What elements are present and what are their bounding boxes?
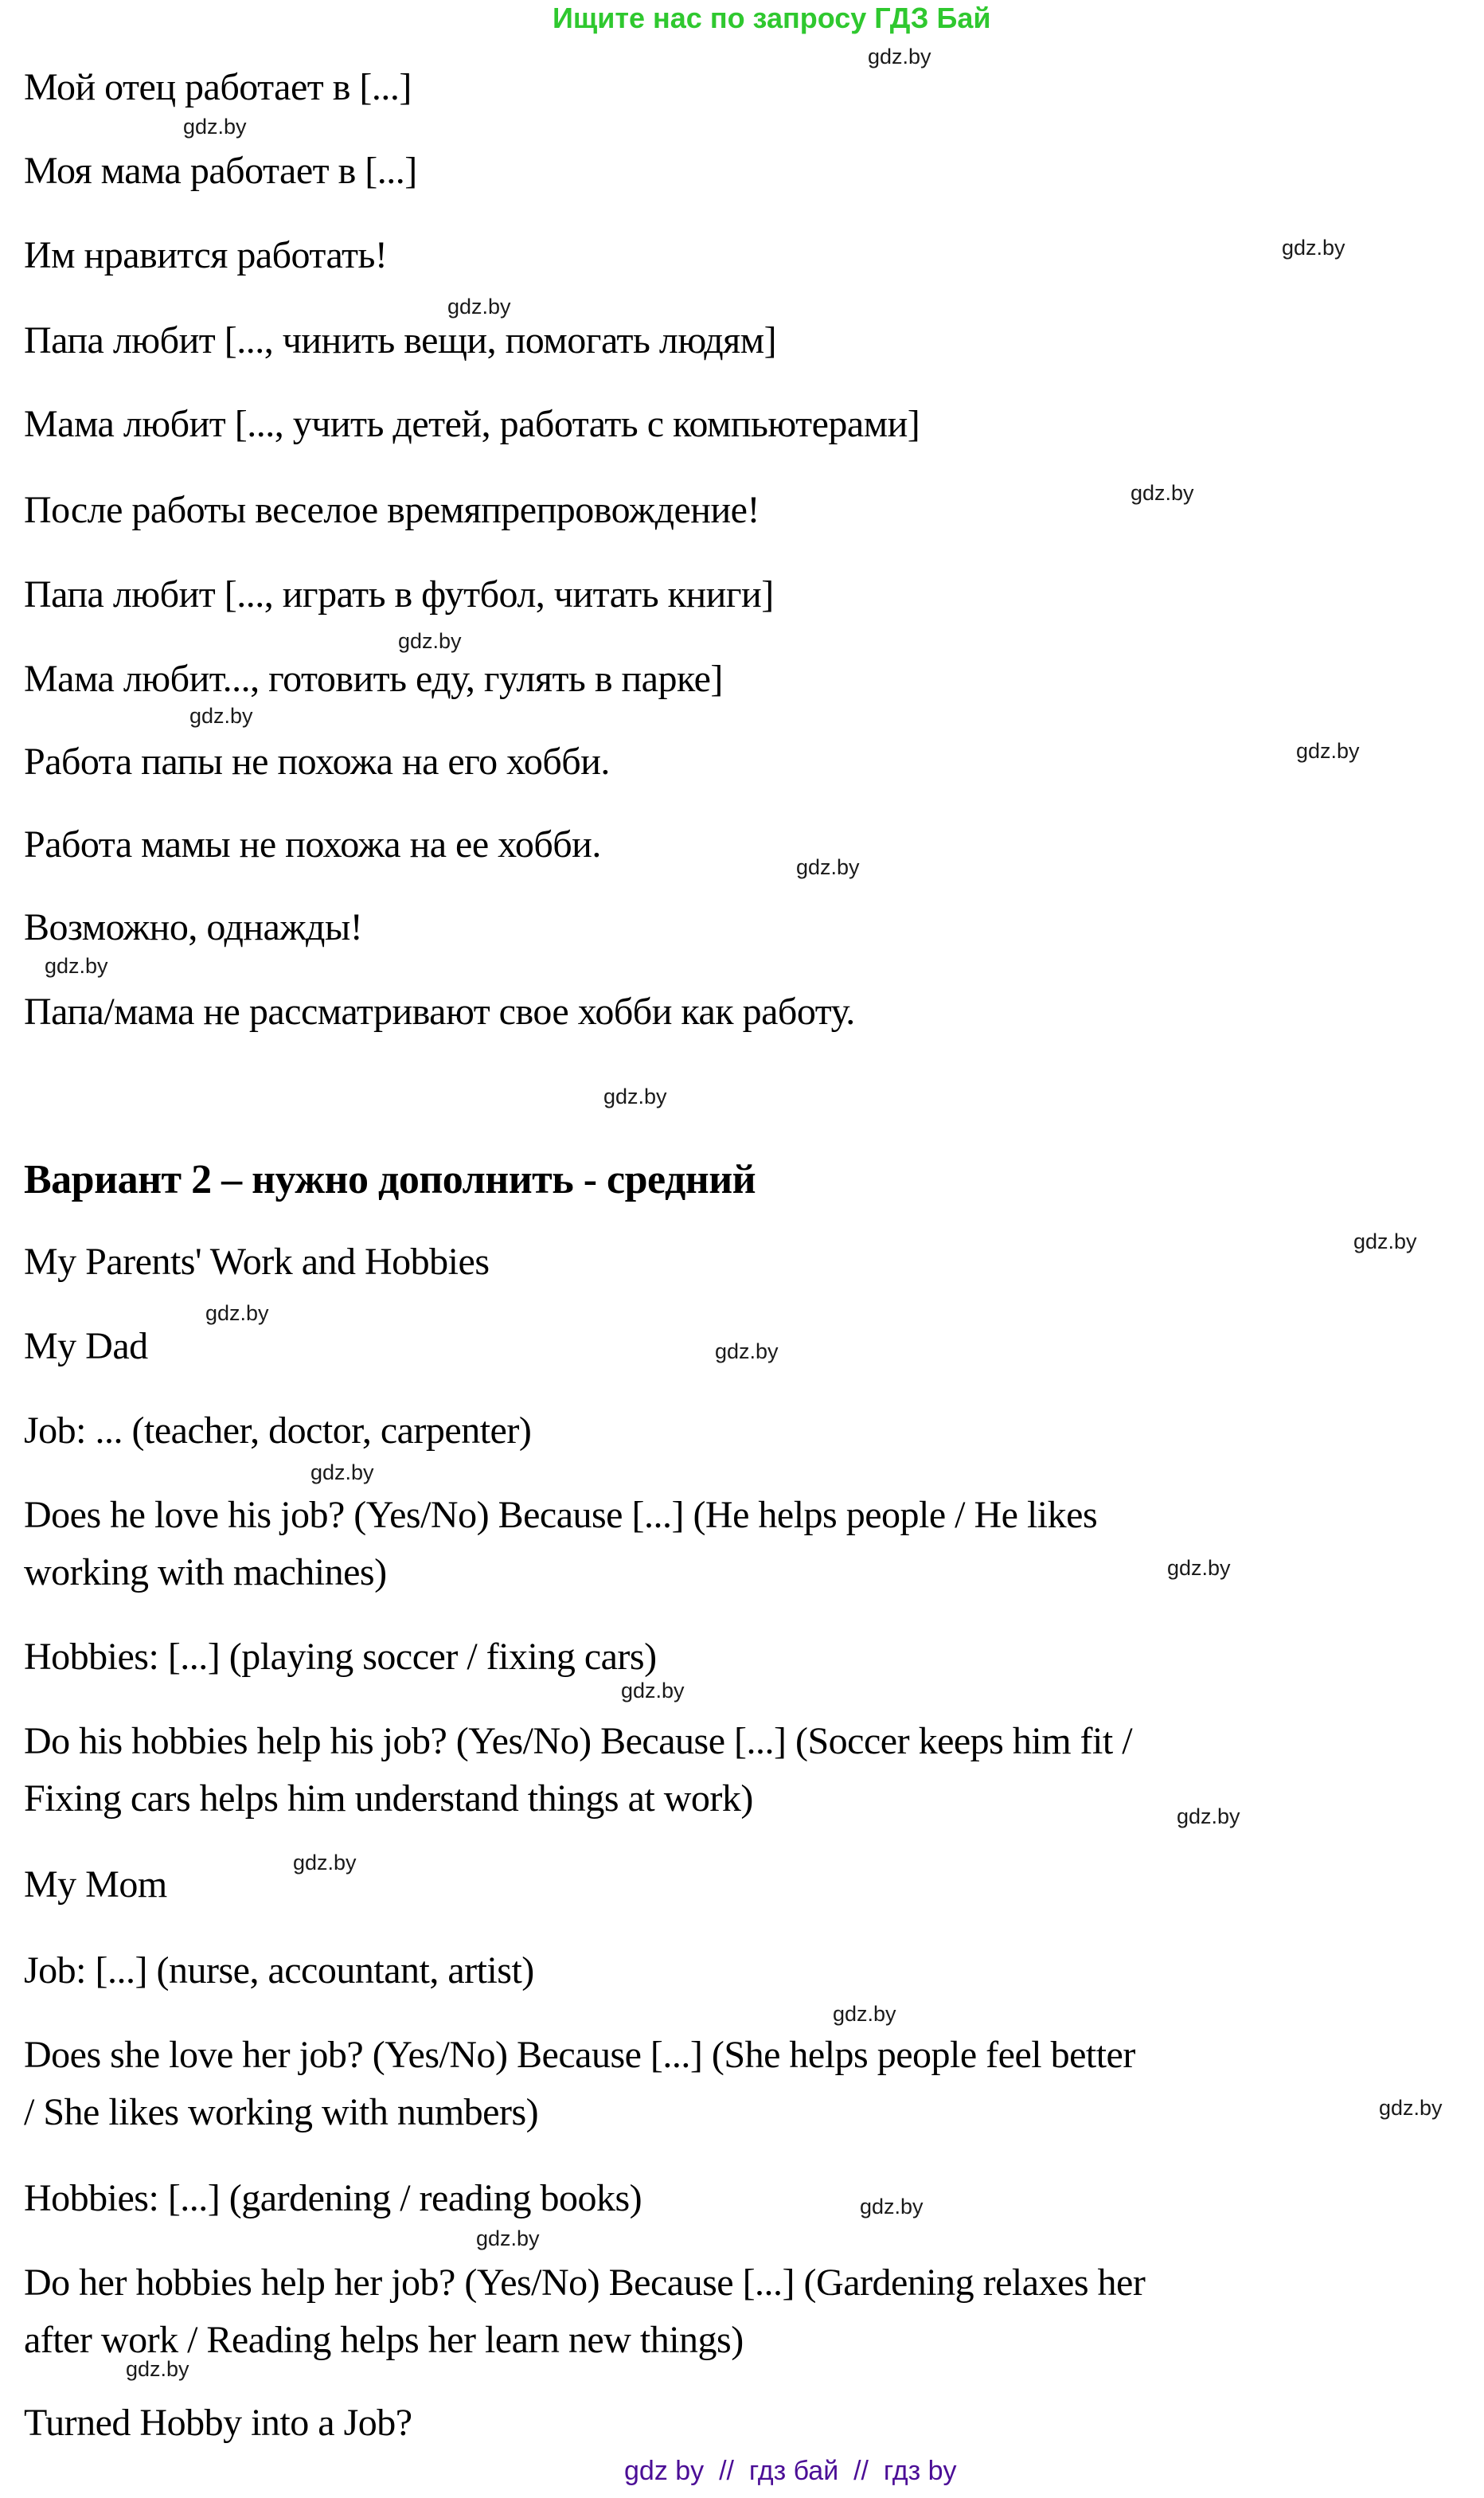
text-line: Turned Hobby into a Job? [24, 2402, 412, 2444]
gdzby-watermark: gdz.by [796, 855, 860, 879]
gdzby-watermark: gdz.by [603, 1085, 667, 1108]
text-line: Fixing cars helps him understand things at work) [24, 1777, 753, 1820]
gdzby-watermark: gdz.by [621, 1679, 685, 1702]
text-line: Моя мама работает в [...] [24, 150, 417, 192]
gdzby-watermark: gdz.by [1177, 1804, 1240, 1828]
text-line: after work / Reading helps her learn new things) [24, 2319, 744, 2361]
gdzby-watermark: gdz.by [1167, 1556, 1231, 1580]
text-line: My Dad [24, 1325, 148, 1367]
text-line: Do her hobbies help her job? (Yes/No) Because [...] (Gardening relaxes her [24, 2261, 1146, 2304]
gdzby-watermark: gdz.by [1131, 481, 1194, 505]
footer-watermark-text: gdz by // гдз бай // гдз by [624, 2456, 957, 2486]
promo-banner-text: Ищите нас по запросу ГДЗ Бай [553, 2, 991, 34]
gdzby-watermark: gdz.by [447, 295, 511, 319]
text-line: Папа любит [..., играть в футбол, читать книги] [24, 573, 774, 616]
text-line: Им нравится работать! [24, 234, 388, 276]
text-line: Работа мамы не похожа на ее хобби. [24, 823, 601, 866]
gdzby-watermark: gdz.by [860, 2195, 924, 2218]
text-line: Job: [...] (nurse, accountant, artist) [24, 1949, 534, 1992]
gdzby-watermark: gdz.by [183, 115, 247, 139]
text-line: working with machines) [24, 1551, 387, 1593]
text-line: Does he love his job? (Yes/No) Because [...] (He helps people / He likes [24, 1494, 1098, 1536]
gdzby-watermark: gdz.by [833, 2002, 896, 2026]
gdzby-watermark: gdz.by [1353, 1229, 1417, 1253]
gdzby-watermark: gdz.by [45, 954, 108, 978]
gdzby-watermark: gdz.by [189, 704, 253, 728]
text-line: Do his hobbies help his job? (Yes/No) Because [...] (Soccer keeps him fit / [24, 1720, 1133, 1762]
gdzby-watermark: gdz.by [1296, 739, 1360, 763]
gdzby-watermark: gdz.by [310, 1460, 374, 1484]
gdzby-watermark: gdz.by [398, 629, 462, 653]
text-line: Возможно, однажды! [24, 906, 363, 948]
gdzby-watermark: gdz.by [126, 2357, 189, 2381]
text-line: Работа папы не похожа на его хобби. [24, 741, 610, 783]
section-header: Вариант 2 – нужно дополнить - средний [24, 1157, 756, 1202]
text-line: Папа любит [..., чинить вещи, помогать людям] [24, 319, 777, 362]
text-line: Мама любит [..., учить детей, работать с компьютерами] [24, 403, 920, 445]
gdzby-watermark: gdz.by [476, 2226, 540, 2250]
text-line: Job: ... (teacher, doctor, carpenter) [24, 1409, 532, 1452]
gdzby-watermark: gdz.by [1282, 236, 1345, 260]
text-line: Hobbies: [...] (gardening / reading books) [24, 2177, 642, 2219]
gdzby-watermark: gdz.by [868, 45, 931, 68]
gdzby-watermark: gdz.by [715, 1339, 779, 1363]
text-line: Мама любит..., готовить еду, гулять в парке] [24, 658, 723, 700]
text-line: Папа/мама не рассматривают свое хобби как работу. [24, 991, 855, 1033]
text-line: Hobbies: [...] (playing soccer / fixing cars) [24, 1636, 657, 1678]
gdzby-watermark: gdz.by [1379, 2096, 1443, 2120]
gdzby-watermark: gdz.by [293, 1851, 357, 1874]
text-line: My Mom [24, 1863, 167, 1906]
text-line: После работы веселое времяпрепровождение! [24, 489, 760, 531]
text-line: My Parents' Work and Hobbies [24, 1241, 490, 1283]
text-line: / She likes working with numbers) [24, 2091, 539, 2133]
text-line: Мой отец работает в [...] [24, 66, 412, 108]
text-line: Does she love her job? (Yes/No) Because [...] (She helps people feel better [24, 2034, 1135, 2076]
gdzby-watermark: gdz.by [205, 1301, 269, 1325]
